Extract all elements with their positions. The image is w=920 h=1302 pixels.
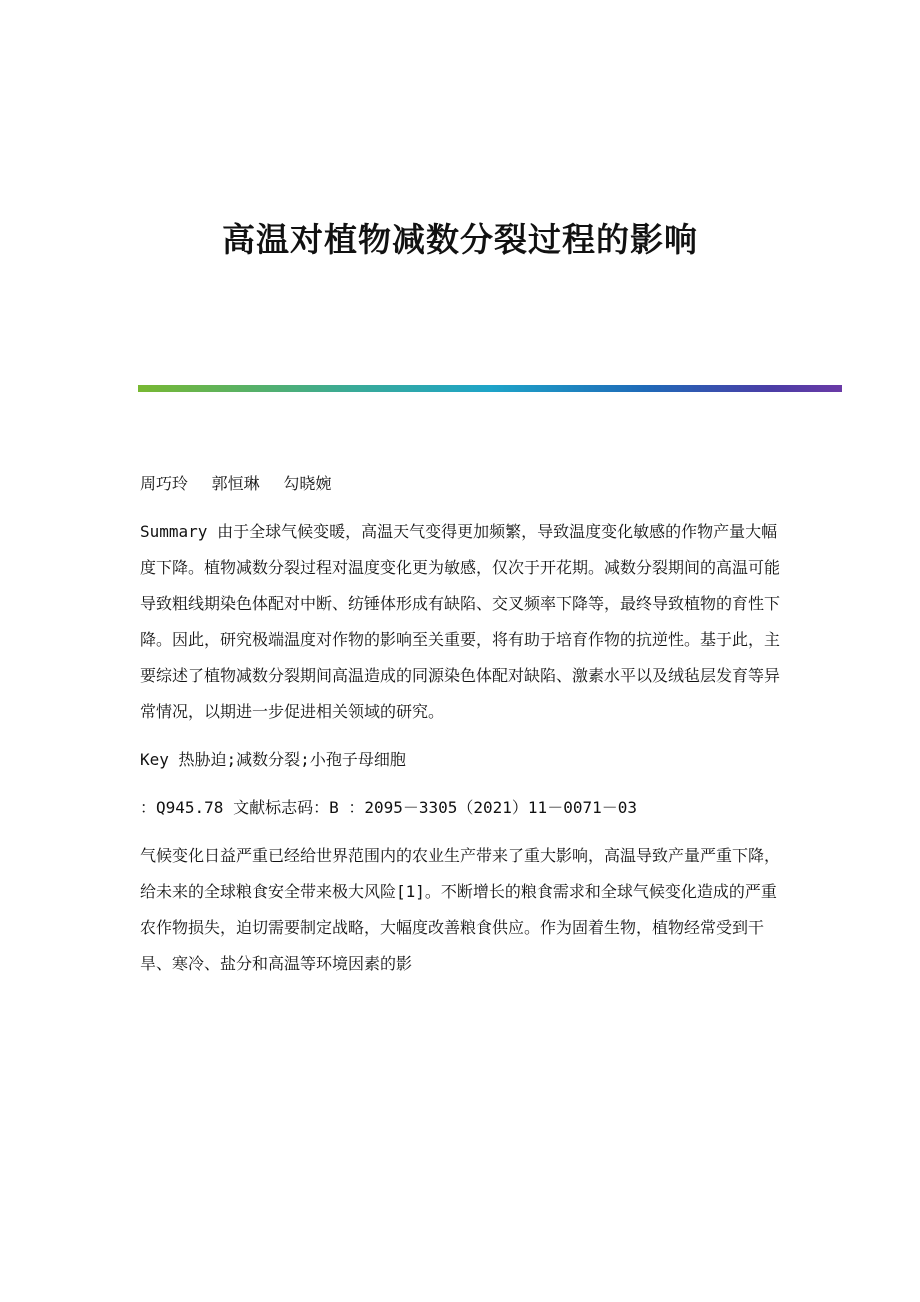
gradient-divider — [138, 385, 842, 392]
body-paragraph: 气候变化日益严重已经给世界范围内的农业生产带来了重大影响，高温导致产量严重下降，给未来的全球粮食安全带来极大风险[1]。不断增长的粮食需求和全球气候变化造成的严重农作物损失，迫切需要制定战略，大幅度改善粮食供应。作为固着生物，植物经常受到干旱、寒冷、盐分和高温等环境因素的影 — [140, 846, 781, 973]
keywords-line — [140, 742, 780, 778]
classification-line: ：Q945.78 文献标志码：B ：2095－3305（2021）11－0071－03 — [140, 798, 637, 817]
author-name: 勾晓婉 — [283, 474, 332, 493]
summary-paragraph — [140, 514, 780, 730]
article-body — [140, 466, 780, 994]
summary-label: Summary — [140, 522, 208, 541]
keywords-label: Key — [140, 750, 169, 769]
author-name: 郭恒琳 — [211, 474, 260, 493]
page-title: 高温对植物减数分裂过程的影响 — [222, 220, 698, 259]
author-list — [140, 466, 780, 502]
summary-text: 由于全球气候变暖，高温天气变得更加频繁，导致温度变化敏感的作物产量大幅度下降。植物减数分裂过程对温度变化更为敏感，仅次于开花期。减数分裂期间的高温可能导致粗线期染色体配对中断、纺锤体形成有缺陷、交叉频率下降等，最终导致植物的育性下降。因此，研究极端温度对作物的影响至关重要，将有助于培育作物的抗逆性。基于此，主要综述了植物减数分裂期间高温造成的同源染色体配对缺陷、激素水平以及绒毡层发育等异常情况，以期进一步促进相关领域的研究。 — [140, 522, 781, 721]
keywords-text: 热胁迫;减数分裂;小孢子母细胞 — [178, 750, 406, 769]
author-name: 周巧玲 — [140, 474, 189, 493]
